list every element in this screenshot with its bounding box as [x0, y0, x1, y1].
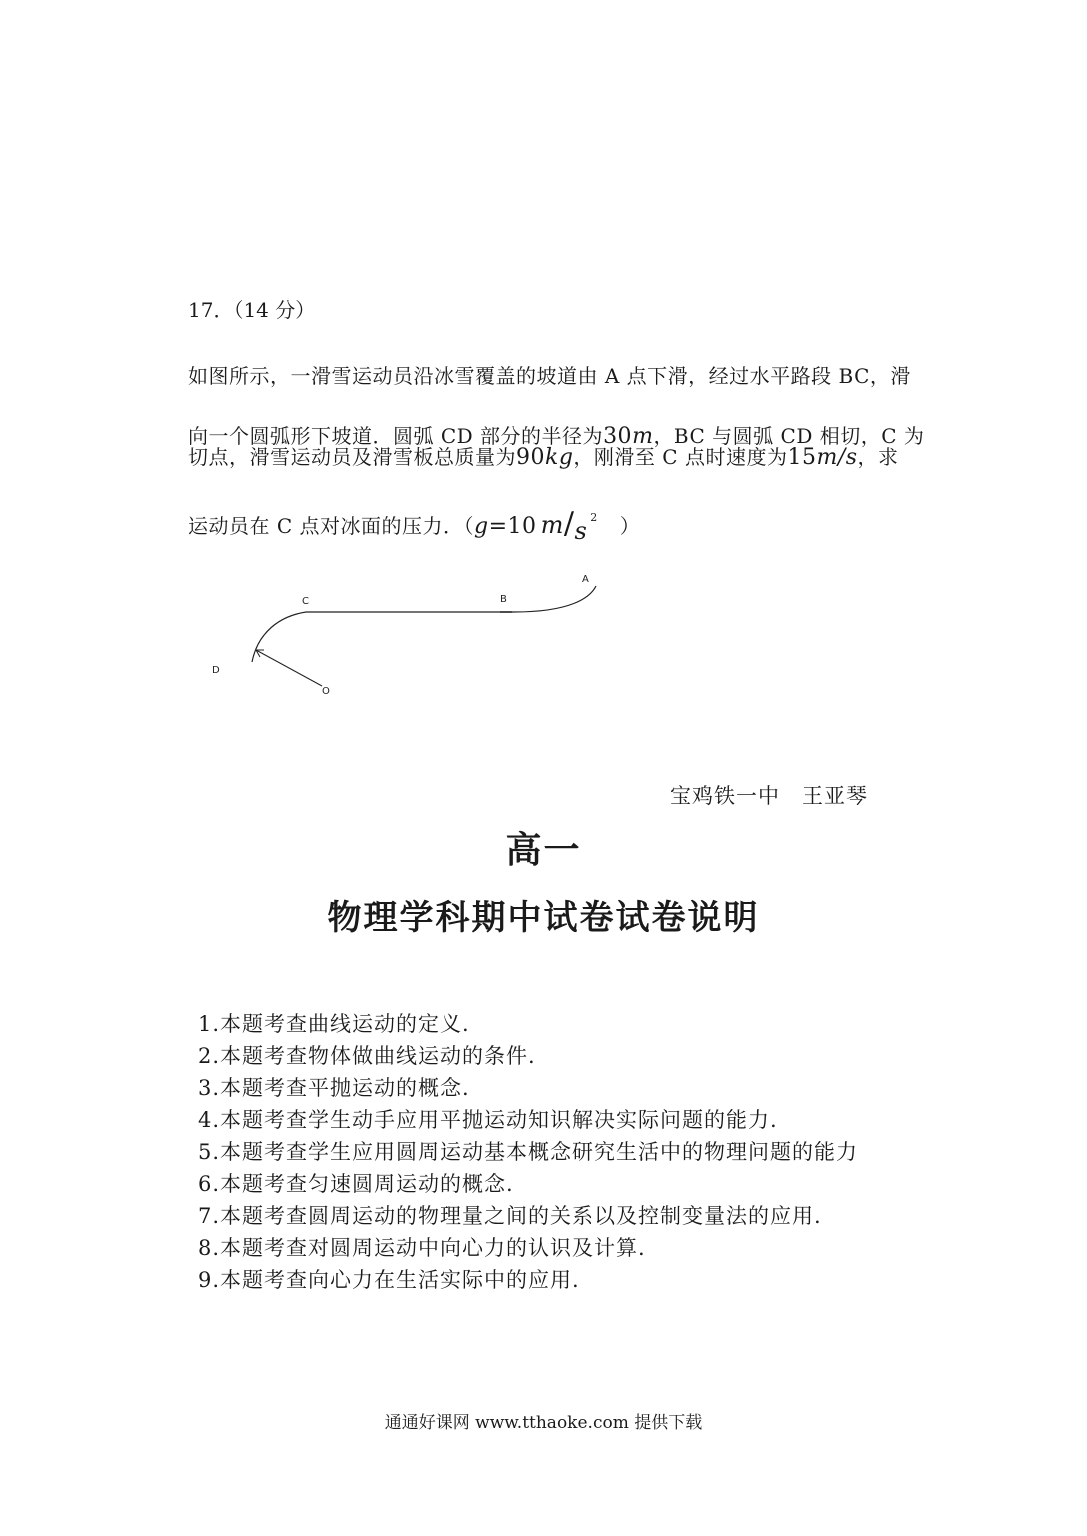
text-segment: 切点，滑雪运动员及滑雪板总质量为	[188, 445, 516, 469]
item-text: 本题考查圆周运动的物理量之间的关系以及控制变量法的应用.	[220, 1204, 822, 1228]
title-grade: 高一	[505, 830, 582, 871]
speed-unit: m/s	[816, 445, 858, 470]
label-d: D	[212, 665, 220, 676]
item-number: 7.	[198, 1204, 221, 1228]
list-item	[198, 1104, 918, 1136]
item-text: 本题考查曲线运动的定义.	[220, 1012, 470, 1036]
ski-slope-figure	[200, 568, 620, 703]
arc-cd	[252, 612, 306, 662]
label-a: A	[582, 574, 589, 585]
list-item	[198, 1232, 918, 1264]
question-line-1: 如图所示，一滑雪运动员沿冰雪覆盖的坡道由 A 点下滑，经过水平路段 BC，滑	[188, 364, 911, 388]
footer-credit: 通通好课网 www.tthaoke.com 提供下载	[384, 1413, 703, 1433]
list-item	[198, 1264, 918, 1296]
text-segment: ，刚滑至 C 点时速度为	[573, 445, 788, 469]
item-number: 9.	[198, 1268, 221, 1292]
g-symbol: g	[474, 514, 489, 539]
item-number: 4.	[198, 1108, 221, 1132]
title-main: 物理学科期中试卷试卷说明	[327, 898, 760, 938]
item-text: 本题考查对圆周运动中向心力的认识及计算.	[220, 1236, 646, 1260]
radius-line	[256, 650, 322, 686]
label-c: C	[302, 596, 309, 607]
list-item	[198, 1040, 918, 1072]
question-number: 17．（14 分）	[188, 298, 316, 322]
list-item	[198, 1136, 918, 1168]
radius-unit: m	[632, 424, 654, 449]
text-segment: ）	[619, 514, 641, 538]
mass-unit: kg	[545, 445, 574, 470]
g-value: =10	[488, 514, 537, 539]
label-b: B	[500, 594, 507, 605]
item-text: 本题考查匀速圆周运动的概念.	[220, 1172, 514, 1196]
question-line-3-real	[188, 441, 899, 470]
text-segment: ，BC 与圆弧 CD 相切，C 为	[653, 424, 925, 448]
mass-value: 90	[516, 445, 545, 470]
item-number: 1.	[198, 1012, 221, 1036]
item-text: 本题考查学生动手应用平抛运动知识解决实际问题的能力.	[220, 1108, 778, 1132]
g-unit-s: s	[574, 517, 588, 545]
item-text: 本题考查学生应用圆周运动基本概念研究生活中的物理问题的能力	[220, 1140, 859, 1164]
item-number: 8.	[198, 1236, 221, 1260]
item-number: 6.	[198, 1172, 221, 1196]
question-line-4	[188, 506, 641, 545]
item-text: 本题考查平抛运动的概念.	[220, 1076, 470, 1100]
list-item	[198, 1168, 918, 1200]
item-number: 2.	[198, 1044, 221, 1068]
text-segment: ，求	[857, 445, 899, 469]
item-number: 3.	[198, 1076, 221, 1100]
list-item	[198, 1200, 918, 1232]
g-unit-m: m	[540, 511, 564, 539]
fraction-slash-icon: /	[563, 506, 575, 541]
g-exponent: 2	[590, 511, 598, 524]
text-segment: 运动员在 C 点对冰面的压力．（	[188, 514, 475, 538]
text-segment: 向一个圆弧形下坡道．圆弧 CD 部分的半径为	[188, 424, 604, 448]
speed-value: 15	[787, 445, 817, 470]
label-o: O	[322, 686, 330, 697]
item-text: 本题考查物体做曲线运动的条件.	[220, 1044, 536, 1068]
slope-ab	[514, 586, 596, 612]
radius-value: 30	[603, 424, 633, 449]
list-item	[198, 1072, 918, 1104]
notes-list	[198, 1008, 918, 1296]
item-number: 5.	[198, 1140, 221, 1164]
list-item	[198, 1008, 918, 1040]
author-line: 宝鸡铁一中 王亚琴	[670, 784, 868, 808]
item-text: 本题考查向心力在生活实际中的应用.	[220, 1268, 580, 1292]
